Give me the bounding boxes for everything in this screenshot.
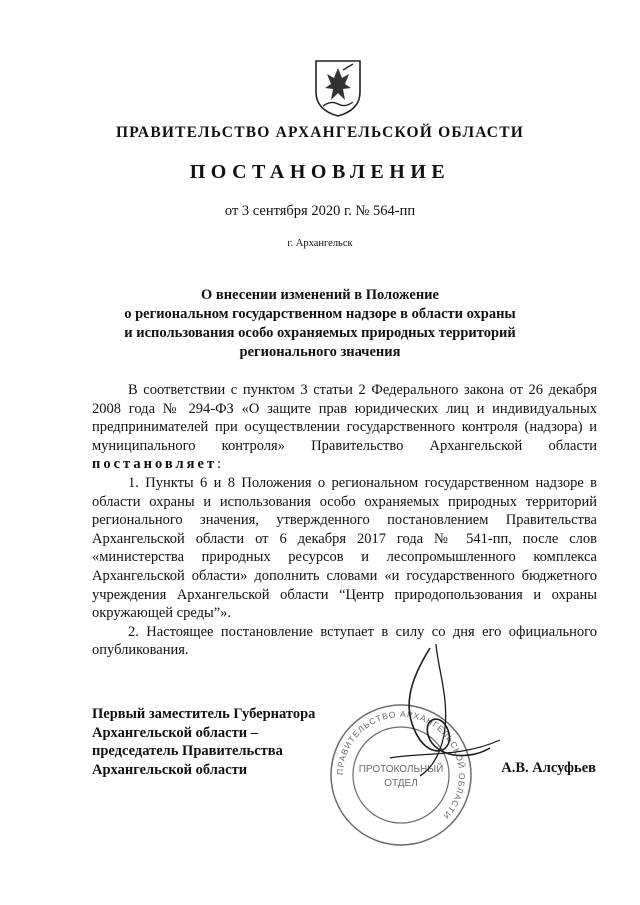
intro-paragraph bbox=[92, 381, 597, 474]
stamp-ring-text: ПРАВИТЕЛЬСТВО АРХАНГЕЛЬСКОЙ ОБЛАСТИ bbox=[334, 708, 468, 822]
title-line: регионального значения bbox=[239, 344, 401, 360]
resolves-word: постановляет bbox=[92, 456, 218, 473]
government-heading: ПРАВИТЕЛЬСТВО АРХАНГЕЛЬСКОЙ ОБЛАСТИ bbox=[115, 124, 524, 141]
position-line: председатель Правительства bbox=[92, 743, 283, 760]
document-body bbox=[92, 381, 597, 660]
document-type-heading: ПОСТАНОВЛЕНИЕ bbox=[189, 161, 451, 183]
position-line: Архангельской области – bbox=[92, 724, 258, 741]
date-number: от 3 сентября 2020 г. № 564-пп bbox=[224, 203, 416, 219]
position-line: Архангельской области bbox=[92, 761, 248, 778]
stamp-center-line: ПРОТОКОЛЬНЫЙ bbox=[358, 764, 444, 775]
coat-of-arms-icon bbox=[313, 58, 363, 118]
intro-text: В соответствии с пунктом 3 статьи 2 Федерального закона от 26 декабря 2008 года № 294-ФЗ «О защите прав юридических лиц и индивидуальных предпринимателей при осуществлении государственного контроля (надзора) и муниципального контроля» Правительство Архангельской области bbox=[92, 382, 597, 454]
item-2-paragraph: 2. Настоящее постановление вступает в силу со дня его официального опубликования. bbox=[92, 623, 597, 659]
intro-colon: : bbox=[217, 456, 222, 473]
stamp-center-line: ОТДЕЛ bbox=[384, 778, 418, 789]
signatory-name: А.В. Алсуфьев bbox=[501, 760, 596, 776]
handwritten-signature bbox=[360, 640, 510, 780]
document-title bbox=[0, 286, 640, 362]
title-line: О внесении изменений в Положение bbox=[201, 287, 439, 303]
city-label: г. Архангельск bbox=[287, 238, 353, 249]
signatory-position bbox=[92, 705, 315, 779]
item-1-paragraph: 1. Пункты 6 и 8 Положения о региональном государственном надзоре в области охраны и использования особо охраняемых природных территорий регионального значения, утвержденного постановлением Правительства Архангельской области от 6 декабря 2017 года № 541-пп, после слов «министерства природных ресурсов и лесопромышленного комплекса Архангельской области» дополнить словами «и государственного бюджетного учреждения Архангельской области “Центр природопользования и охраны окружающей среды”». bbox=[92, 474, 597, 622]
title-line: о региональном государственном надзоре в области охраны bbox=[124, 306, 516, 322]
title-line: и использования особо охраняемых природных территорий bbox=[124, 325, 516, 341]
position-line: Первый заместитель Губернатора bbox=[92, 706, 316, 722]
